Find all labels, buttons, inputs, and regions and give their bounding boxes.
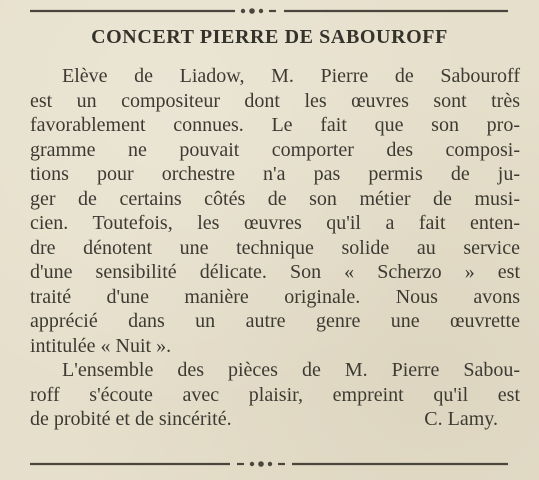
top-decorative-rule: [30, 5, 508, 17]
text-line: L'ensemble des pièces de M. Pierre Sabou-: [62, 359, 520, 381]
closing-row: [30, 407, 520, 432]
text-line: dre dénotent une technique solide au service: [30, 236, 520, 259]
text-line: traité d'une manière originale. Nous avons: [30, 285, 520, 308]
text-line: cien. Toutefois, les œuvres qu'il a fait enten-: [30, 212, 520, 234]
text-line: Elève de Liadow, M. Pierre de Sabouroff: [62, 65, 520, 87]
text-line: apprécié dans un autre genre une œuvrette: [30, 310, 520, 332]
bottom-decorative-rule: [30, 458, 508, 470]
closing-text: de probité et de sincérité.: [30, 408, 232, 430]
text-line: tions pour orchestre n'a pas permis de ju-: [30, 163, 520, 185]
text-line: est un compositeur dont les œuvres sont très: [30, 89, 520, 112]
text-line: d'une sensibilité délicate. Son « Scherzo » est: [30, 261, 520, 283]
text-line: ger de certains côtés de son métier de musi-: [30, 187, 520, 210]
text-line: intitulée « Nuit ».: [30, 334, 172, 357]
text-line: gramme ne pouvait comporter des composi-: [30, 138, 520, 161]
article-body: [30, 64, 520, 432]
article-title: CONCERT PIERRE DE SABOUROFF: [91, 26, 448, 48]
author-signature: C. Lamy.: [424, 408, 498, 430]
text-line: roff s'écoute avec plaisir, empreint qu'il est: [30, 383, 520, 406]
text-line: favorablement connues. Le fait que son pro-: [30, 114, 520, 136]
